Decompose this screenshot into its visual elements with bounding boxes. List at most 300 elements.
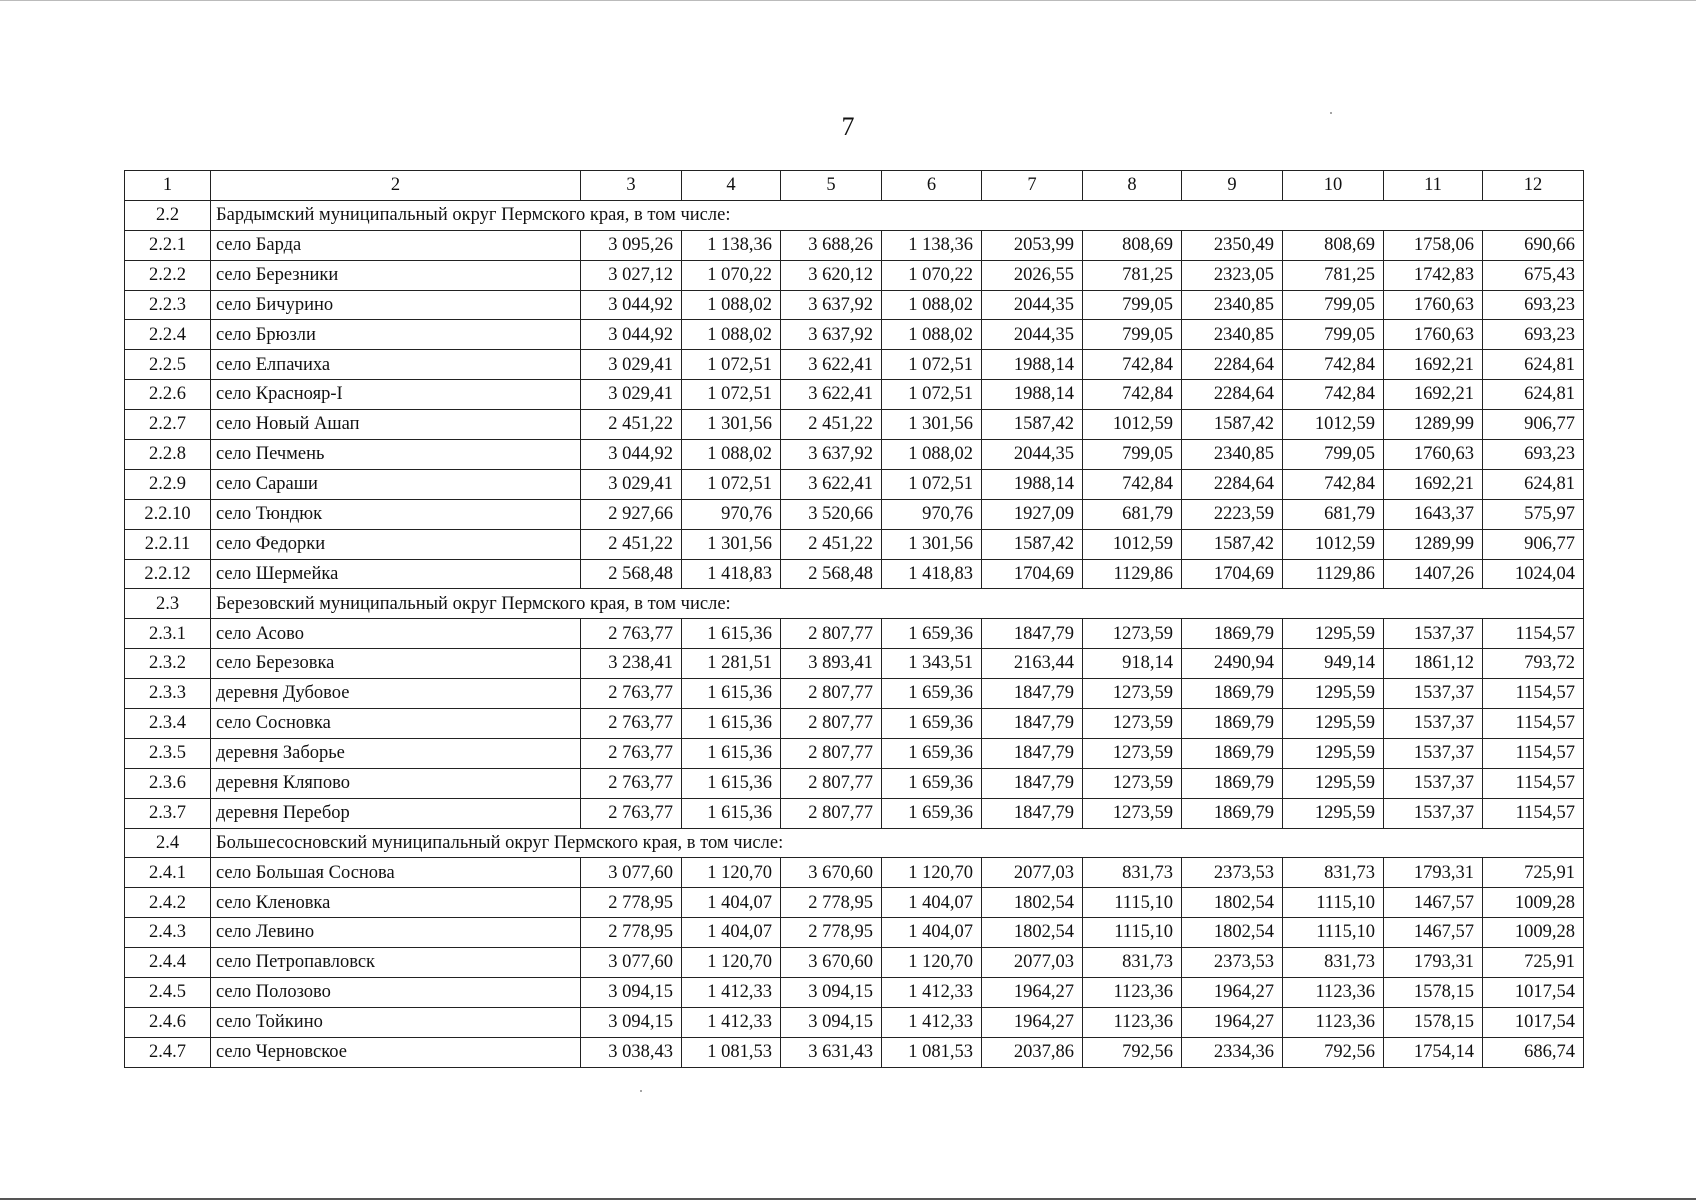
value-cell: 3 637,92 xyxy=(781,320,882,350)
value-cell: 1154,57 xyxy=(1483,768,1584,798)
value-cell: 1295,59 xyxy=(1283,619,1384,649)
table-row xyxy=(125,529,1584,559)
value-cell: 1 343,51 xyxy=(882,649,982,679)
column-header: 2 xyxy=(211,171,581,201)
value-cell: 1 301,56 xyxy=(882,410,982,440)
row-number: 2.4.1 xyxy=(125,858,211,888)
value-cell: 1587,42 xyxy=(982,410,1083,440)
value-cell: 1 615,36 xyxy=(682,679,781,709)
value-cell: 1869,79 xyxy=(1182,619,1283,649)
value-cell: 1 088,02 xyxy=(882,440,982,470)
row-number: 2.2.12 xyxy=(125,559,211,589)
settlement-name: село Федорки xyxy=(211,529,581,559)
value-cell: 2037,86 xyxy=(982,1037,1083,1067)
value-cell: 2 568,48 xyxy=(581,559,682,589)
table-row xyxy=(125,499,1584,529)
value-cell: 1017,54 xyxy=(1483,1007,1584,1037)
value-cell: 1 418,83 xyxy=(682,559,781,589)
value-cell: 2334,36 xyxy=(1182,1037,1283,1067)
row-number: 2.3.7 xyxy=(125,798,211,828)
value-cell: 693,23 xyxy=(1483,290,1584,320)
row-number: 2.2.8 xyxy=(125,440,211,470)
value-cell: 906,77 xyxy=(1483,529,1584,559)
group-title: Березовский муниципальный округ Пермского края, в том числе: xyxy=(211,589,1584,619)
value-cell: 1129,86 xyxy=(1083,559,1182,589)
value-cell: 831,73 xyxy=(1283,948,1384,978)
value-cell: 624,81 xyxy=(1483,469,1584,499)
value-cell: 2350,49 xyxy=(1182,230,1283,260)
table-row xyxy=(125,1037,1584,1067)
value-cell: 742,84 xyxy=(1283,380,1384,410)
value-cell: 3 094,15 xyxy=(781,978,882,1008)
value-cell: 2 807,77 xyxy=(781,798,882,828)
value-cell: 1847,79 xyxy=(982,768,1083,798)
value-cell: 3 622,41 xyxy=(781,350,882,380)
value-cell: 2 763,77 xyxy=(581,709,682,739)
value-cell: 781,25 xyxy=(1083,260,1182,290)
value-cell: 1273,59 xyxy=(1083,619,1182,649)
row-number: 2.3.1 xyxy=(125,619,211,649)
page-number: 7 xyxy=(841,112,855,141)
value-cell: 1 070,22 xyxy=(882,260,982,290)
settlement-name: деревня Перебор xyxy=(211,798,581,828)
value-cell: 3 622,41 xyxy=(781,469,882,499)
value-cell: 1295,59 xyxy=(1283,679,1384,709)
value-cell: 1 615,36 xyxy=(682,738,781,768)
value-cell: 1 412,33 xyxy=(882,978,982,1008)
value-cell: 1760,63 xyxy=(1384,440,1483,470)
value-cell: 1 404,07 xyxy=(882,918,982,948)
value-cell: 2223,59 xyxy=(1182,499,1283,529)
value-cell: 1012,59 xyxy=(1283,529,1384,559)
value-cell: 3 077,60 xyxy=(581,948,682,978)
value-cell: 793,72 xyxy=(1483,649,1584,679)
value-cell: 1754,14 xyxy=(1384,1037,1483,1067)
value-cell: 792,56 xyxy=(1083,1037,1182,1067)
value-cell: 918,14 xyxy=(1083,649,1182,679)
value-cell: 1692,21 xyxy=(1384,469,1483,499)
row-number: 2.2.10 xyxy=(125,499,211,529)
row-number: 2.4.7 xyxy=(125,1037,211,1067)
value-cell: 1704,69 xyxy=(1182,559,1283,589)
value-cell: 1537,37 xyxy=(1384,619,1483,649)
row-number: 2.3.3 xyxy=(125,679,211,709)
value-cell: 1869,79 xyxy=(1182,709,1283,739)
value-cell: 725,91 xyxy=(1483,858,1584,888)
value-cell: 3 029,41 xyxy=(581,350,682,380)
table-row xyxy=(125,649,1584,679)
value-cell: 624,81 xyxy=(1483,350,1584,380)
value-cell: 970,76 xyxy=(682,499,781,529)
value-cell: 1009,28 xyxy=(1483,918,1584,948)
value-cell: 2 807,77 xyxy=(781,738,882,768)
value-cell: 742,84 xyxy=(1083,350,1182,380)
value-cell: 742,84 xyxy=(1283,469,1384,499)
value-cell: 1 404,07 xyxy=(882,888,982,918)
value-cell: 1 412,33 xyxy=(882,1007,982,1037)
value-cell: 1017,54 xyxy=(1483,978,1584,1008)
value-cell: 3 637,92 xyxy=(781,290,882,320)
value-cell: 1 301,56 xyxy=(682,410,781,440)
row-number: 2.2.2 xyxy=(125,260,211,290)
scan-edge-top xyxy=(0,0,1696,1)
value-cell: 2 778,95 xyxy=(781,888,882,918)
row-number: 2.4.4 xyxy=(125,948,211,978)
header-row xyxy=(125,171,1584,201)
value-cell: 1115,10 xyxy=(1083,888,1182,918)
value-cell: 3 094,15 xyxy=(781,1007,882,1037)
value-cell: 1 659,36 xyxy=(882,619,982,649)
value-cell: 1 072,51 xyxy=(682,350,781,380)
table-row xyxy=(125,440,1584,470)
value-cell: 3 027,12 xyxy=(581,260,682,290)
value-cell: 1847,79 xyxy=(982,679,1083,709)
value-cell: 693,23 xyxy=(1483,320,1584,350)
table-row xyxy=(125,230,1584,260)
settlement-name: село Березники xyxy=(211,260,581,290)
value-cell: 1 615,36 xyxy=(682,768,781,798)
value-cell: 1587,42 xyxy=(1182,529,1283,559)
column-header: 12 xyxy=(1483,171,1584,201)
settlement-name: село Сосновка xyxy=(211,709,581,739)
value-cell: 1 072,51 xyxy=(682,380,781,410)
column-header: 3 xyxy=(581,171,682,201)
table-row xyxy=(125,798,1584,828)
column-header: 11 xyxy=(1384,171,1483,201)
table-row xyxy=(125,709,1584,739)
value-cell: 575,97 xyxy=(1483,499,1584,529)
value-cell: 1869,79 xyxy=(1182,798,1283,828)
value-cell: 742,84 xyxy=(1283,350,1384,380)
value-cell: 2 927,66 xyxy=(581,499,682,529)
value-cell: 2 807,77 xyxy=(781,768,882,798)
settlement-name: село Елпачиха xyxy=(211,350,581,380)
value-cell: 2284,64 xyxy=(1182,380,1283,410)
table-row xyxy=(125,918,1584,948)
value-cell: 1964,27 xyxy=(1182,1007,1283,1037)
value-cell: 2 807,77 xyxy=(781,679,882,709)
settlement-name: деревня Дубовое xyxy=(211,679,581,709)
row-number: 2.2.7 xyxy=(125,410,211,440)
value-cell: 1 281,51 xyxy=(682,649,781,679)
tariff-table xyxy=(124,170,1584,1068)
value-cell: 3 044,92 xyxy=(581,440,682,470)
value-cell: 1847,79 xyxy=(982,798,1083,828)
value-cell: 1289,99 xyxy=(1384,410,1483,440)
column-header: 1 xyxy=(125,171,211,201)
column-header: 5 xyxy=(781,171,882,201)
value-cell: 1704,69 xyxy=(982,559,1083,589)
column-header: 8 xyxy=(1083,171,1182,201)
group-number: 2.4 xyxy=(125,828,211,858)
value-cell: 2077,03 xyxy=(982,948,1083,978)
value-cell: 949,14 xyxy=(1283,649,1384,679)
settlement-name: деревня Заборье xyxy=(211,738,581,768)
value-cell: 1 301,56 xyxy=(682,529,781,559)
value-cell: 2 451,22 xyxy=(581,410,682,440)
value-cell: 1861,12 xyxy=(1384,649,1483,679)
value-cell: 799,05 xyxy=(1083,290,1182,320)
value-cell: 1964,27 xyxy=(982,1007,1083,1037)
value-cell: 831,73 xyxy=(1283,858,1384,888)
value-cell: 675,43 xyxy=(1483,260,1584,290)
settlement-name: село Бичурино xyxy=(211,290,581,320)
value-cell: 3 094,15 xyxy=(581,1007,682,1037)
value-cell: 1009,28 xyxy=(1483,888,1584,918)
value-cell: 2284,64 xyxy=(1182,469,1283,499)
value-cell: 693,23 xyxy=(1483,440,1584,470)
value-cell: 1 120,70 xyxy=(682,948,781,978)
table-row xyxy=(125,948,1584,978)
value-cell: 1 659,36 xyxy=(882,798,982,828)
value-cell: 808,69 xyxy=(1083,230,1182,260)
row-number: 2.2.1 xyxy=(125,230,211,260)
value-cell: 2026,55 xyxy=(982,260,1083,290)
row-number: 2.3.6 xyxy=(125,768,211,798)
value-cell: 2323,05 xyxy=(1182,260,1283,290)
value-cell: 2 763,77 xyxy=(581,679,682,709)
row-number: 2.3.4 xyxy=(125,709,211,739)
value-cell: 624,81 xyxy=(1483,380,1584,410)
value-cell: 1012,59 xyxy=(1283,410,1384,440)
row-number: 2.3.5 xyxy=(125,738,211,768)
row-number: 2.2.3 xyxy=(125,290,211,320)
value-cell: 970,76 xyxy=(882,499,982,529)
value-cell: 2284,64 xyxy=(1182,350,1283,380)
value-cell: 1 120,70 xyxy=(882,948,982,978)
value-cell: 1115,10 xyxy=(1283,888,1384,918)
value-cell: 2053,99 xyxy=(982,230,1083,260)
settlement-name: село Новый Ашап xyxy=(211,410,581,440)
group-row xyxy=(125,828,1584,858)
value-cell: 1 418,83 xyxy=(882,559,982,589)
value-cell: 1802,54 xyxy=(982,888,1083,918)
value-cell: 1692,21 xyxy=(1384,350,1483,380)
table-row xyxy=(125,679,1584,709)
value-cell: 1802,54 xyxy=(1182,888,1283,918)
value-cell: 906,77 xyxy=(1483,410,1584,440)
table-row xyxy=(125,858,1584,888)
value-cell: 1964,27 xyxy=(1182,978,1283,1008)
row-number: 2.2.11 xyxy=(125,529,211,559)
value-cell: 3 095,26 xyxy=(581,230,682,260)
value-cell: 1578,15 xyxy=(1384,1007,1483,1037)
table-row xyxy=(125,978,1584,1008)
value-cell: 2490,94 xyxy=(1182,649,1283,679)
value-cell: 1 659,36 xyxy=(882,709,982,739)
settlement-name: деревня Кляпово xyxy=(211,768,581,798)
value-cell: 1 072,51 xyxy=(882,469,982,499)
table-row xyxy=(125,469,1584,499)
row-number: 2.2.5 xyxy=(125,350,211,380)
value-cell: 1273,59 xyxy=(1083,679,1182,709)
value-cell: 1154,57 xyxy=(1483,709,1584,739)
value-cell: 1869,79 xyxy=(1182,679,1283,709)
value-cell: 3 622,41 xyxy=(781,380,882,410)
value-cell: 3 029,41 xyxy=(581,380,682,410)
value-cell: 1123,36 xyxy=(1283,978,1384,1008)
settlement-name: село Краснояр-I xyxy=(211,380,581,410)
value-cell: 1 072,51 xyxy=(682,469,781,499)
value-cell: 1154,57 xyxy=(1483,738,1584,768)
value-cell: 2 763,77 xyxy=(581,738,682,768)
value-cell: 1578,15 xyxy=(1384,978,1483,1008)
table-row xyxy=(125,320,1584,350)
value-cell: 1012,59 xyxy=(1083,529,1182,559)
value-cell: 1289,99 xyxy=(1384,529,1483,559)
value-cell: 1869,79 xyxy=(1182,768,1283,798)
settlement-name: село Тойкино xyxy=(211,1007,581,1037)
value-cell: 2 451,22 xyxy=(781,410,882,440)
group-row xyxy=(125,589,1584,619)
value-cell: 1587,42 xyxy=(982,529,1083,559)
value-cell: 3 077,60 xyxy=(581,858,682,888)
column-header: 7 xyxy=(982,171,1083,201)
table-row xyxy=(125,738,1584,768)
value-cell: 1 659,36 xyxy=(882,738,982,768)
value-cell: 1793,31 xyxy=(1384,948,1483,978)
value-cell: 1467,57 xyxy=(1384,888,1483,918)
value-cell: 2 778,95 xyxy=(581,888,682,918)
value-cell: 1 659,36 xyxy=(882,768,982,798)
value-cell: 1 088,02 xyxy=(882,290,982,320)
row-number: 2.4.6 xyxy=(125,1007,211,1037)
value-cell: 1 072,51 xyxy=(882,380,982,410)
table-row xyxy=(125,290,1584,320)
value-cell: 1273,59 xyxy=(1083,709,1182,739)
settlement-name: село Кленовка xyxy=(211,888,581,918)
value-cell: 1295,59 xyxy=(1283,798,1384,828)
value-cell: 1847,79 xyxy=(982,709,1083,739)
value-cell: 799,05 xyxy=(1283,290,1384,320)
value-cell: 1154,57 xyxy=(1483,619,1584,649)
table-row xyxy=(125,350,1584,380)
value-cell: 831,73 xyxy=(1083,858,1182,888)
value-cell: 2 763,77 xyxy=(581,798,682,828)
value-cell: 1 088,02 xyxy=(682,320,781,350)
value-cell: 1760,63 xyxy=(1384,320,1483,350)
row-number: 2.4.3 xyxy=(125,918,211,948)
value-cell: 1273,59 xyxy=(1083,738,1182,768)
value-cell: 1 412,33 xyxy=(682,1007,781,1037)
value-cell: 1643,37 xyxy=(1384,499,1483,529)
value-cell: 3 029,41 xyxy=(581,469,682,499)
value-cell: 1758,06 xyxy=(1384,230,1483,260)
value-cell: 3 670,60 xyxy=(781,948,882,978)
value-cell: 1 301,56 xyxy=(882,529,982,559)
column-header: 9 xyxy=(1182,171,1283,201)
row-number: 2.4.2 xyxy=(125,888,211,918)
value-cell: 1802,54 xyxy=(982,918,1083,948)
row-number: 2.2.6 xyxy=(125,380,211,410)
value-cell: 792,56 xyxy=(1283,1037,1384,1067)
value-cell: 2 451,22 xyxy=(781,529,882,559)
value-cell: 3 631,43 xyxy=(781,1037,882,1067)
settlement-name: село Левино xyxy=(211,918,581,948)
settlement-name: село Сараши xyxy=(211,469,581,499)
settlement-name: село Петропавловск xyxy=(211,948,581,978)
value-cell: 1988,14 xyxy=(982,380,1083,410)
table-row xyxy=(125,260,1584,290)
value-cell: 725,91 xyxy=(1483,948,1584,978)
table-row xyxy=(125,768,1584,798)
value-cell: 1467,57 xyxy=(1384,918,1483,948)
table-row xyxy=(125,380,1584,410)
value-cell: 1760,63 xyxy=(1384,290,1483,320)
group-row xyxy=(125,200,1584,230)
value-cell: 3 094,15 xyxy=(581,978,682,1008)
value-cell: 1537,37 xyxy=(1384,679,1483,709)
value-cell: 2 807,77 xyxy=(781,619,882,649)
value-cell: 1 404,07 xyxy=(682,918,781,948)
value-cell: 742,84 xyxy=(1083,469,1182,499)
value-cell: 799,05 xyxy=(1283,440,1384,470)
value-cell: 1 404,07 xyxy=(682,888,781,918)
value-cell: 3 688,26 xyxy=(781,230,882,260)
value-cell: 681,79 xyxy=(1083,499,1182,529)
value-cell: 808,69 xyxy=(1283,230,1384,260)
value-cell: 1 088,02 xyxy=(682,440,781,470)
value-cell: 3 520,66 xyxy=(781,499,882,529)
value-cell: 686,74 xyxy=(1483,1037,1584,1067)
value-cell: 1 088,02 xyxy=(882,320,982,350)
value-cell: 1927,09 xyxy=(982,499,1083,529)
value-cell: 799,05 xyxy=(1083,320,1182,350)
value-cell: 1587,42 xyxy=(1182,410,1283,440)
value-cell: 1024,04 xyxy=(1483,559,1584,589)
value-cell: 1123,36 xyxy=(1083,1007,1182,1037)
value-cell: 1988,14 xyxy=(982,469,1083,499)
value-cell: 1273,59 xyxy=(1083,798,1182,828)
value-cell: 1273,59 xyxy=(1083,768,1182,798)
value-cell: 1869,79 xyxy=(1182,738,1283,768)
settlement-name: село Тюндюк xyxy=(211,499,581,529)
value-cell: 1 659,36 xyxy=(882,679,982,709)
settlement-name: село Асово xyxy=(211,619,581,649)
group-title: Большесосновский муниципальный округ Пермского края, в том числе: xyxy=(211,828,1584,858)
value-cell: 2 763,77 xyxy=(581,768,682,798)
value-cell: 1 088,02 xyxy=(682,290,781,320)
value-cell: 3 044,92 xyxy=(581,290,682,320)
value-cell: 831,73 xyxy=(1083,948,1182,978)
value-cell: 1 138,36 xyxy=(882,230,982,260)
group-number: 2.2 xyxy=(125,200,211,230)
row-number: 2.3.2 xyxy=(125,649,211,679)
value-cell: 1802,54 xyxy=(1182,918,1283,948)
settlement-name: село Березовка xyxy=(211,649,581,679)
value-cell: 1123,36 xyxy=(1283,1007,1384,1037)
value-cell: 681,79 xyxy=(1283,499,1384,529)
value-cell: 3 044,92 xyxy=(581,320,682,350)
value-cell: 1 081,53 xyxy=(682,1037,781,1067)
value-cell: 799,05 xyxy=(1083,440,1182,470)
value-cell: 799,05 xyxy=(1283,320,1384,350)
scan-speck xyxy=(640,1090,642,1092)
row-number: 2.2.9 xyxy=(125,469,211,499)
value-cell: 3 637,92 xyxy=(781,440,882,470)
value-cell: 1 412,33 xyxy=(682,978,781,1008)
settlement-name: село Большая Соснова xyxy=(211,858,581,888)
settlement-name: село Печмень xyxy=(211,440,581,470)
value-cell: 742,84 xyxy=(1083,380,1182,410)
value-cell: 2373,53 xyxy=(1182,948,1283,978)
value-cell: 1847,79 xyxy=(982,738,1083,768)
value-cell: 1295,59 xyxy=(1283,738,1384,768)
value-cell: 1407,26 xyxy=(1384,559,1483,589)
value-cell: 1 070,22 xyxy=(682,260,781,290)
value-cell: 3 238,41 xyxy=(581,649,682,679)
value-cell: 2 568,48 xyxy=(781,559,882,589)
